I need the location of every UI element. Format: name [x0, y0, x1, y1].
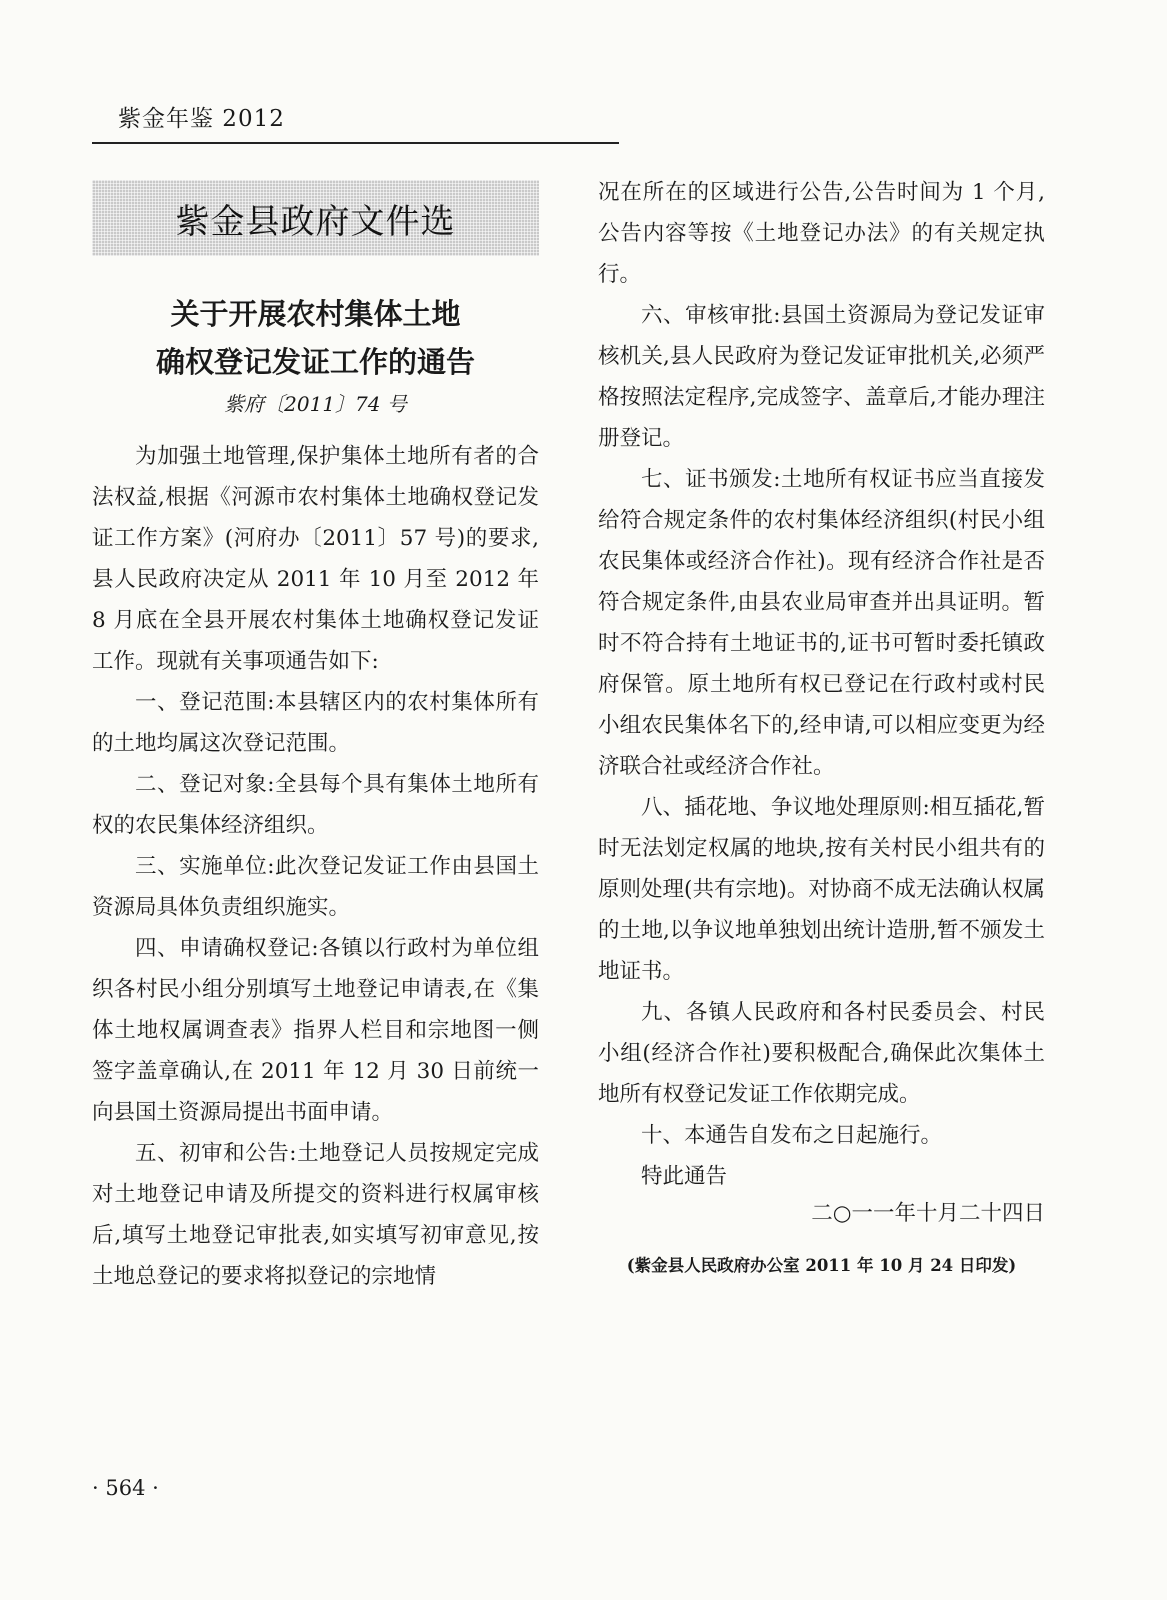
document-title-line-2: 确权登记发证工作的通告 — [155, 345, 475, 379]
paragraph-item-10: 十、本通告自发布之日起施行。 — [641, 1123, 943, 1148]
paragraph-item-4: 四、申请确权登记:各镇以行政村为单位组织各村民小组分别填写土地登记申请表,在《集体土地权属调查表》指界人栏目和宗地图一侧签字盖章确认,在 2011 年 12 月 30 日前统一向县国土资源局提出书面申请。 — [92, 936, 539, 1125]
document-title — [92, 290, 539, 386]
paragraph-item-3: 三、实施单位:此次登记发证工作由县国土资源局具体负责组织施实。 — [92, 854, 539, 920]
paragraph-item-1: 一、登记范围:本县辖区内的农村集体所有的土地均属这次登记范围。 — [92, 690, 539, 756]
document-number: 紫府〔2011〕74 号 — [224, 392, 407, 416]
paragraph-item-8: 八、插花地、争议地处理原则:相互插花,暂时无法划定权属的地块,按有关村民小组共有的原则处理(共有宗地)。对协商不成无法确认权属的土地,以争议地单独划出统计造册,暂不颁发土地证书。 — [598, 795, 1045, 984]
paragraph-item-7: 七、证书颁发:土地所有权证书应当直接发给符合规定条件的农村集体经济组织(村民小组农民集体或经济合作社)。现有经济合作社是否符合规定条件,由县农业局审查并出具证明。暂时不符合持有土地证书的,证书可暂时委托镇政府保管。原土地所有权已登记在行政村或村民小组农民集体名下的,经申请,可以相应变更为经济联合社或经济合作社。 — [598, 467, 1045, 779]
paragraph-item-9: 九、各镇人民政府和各村民委员会、村民小组(经济合作社)要积极配合,确保此次集体土地所有权登记发证工作依期完成。 — [598, 1000, 1045, 1107]
closing-notice: 特此通告 — [641, 1164, 728, 1189]
paragraph-intro: 为加强土地管理,保护集体土地所有者的合法权益,根据《河源市农村集体土地确权登记发证工作方案》(河府办〔2011〕57 号)的要求,县人民政府决定从 2011 年 10 月至 2012 年 8 月底在全县开展农村集体土地确权登记发证工作。现就有关事项通告如下: — [92, 444, 539, 674]
paragraph-item-2: 二、登记对象:全县每个具有集体土地所有权的农民集体经济组织。 — [92, 772, 539, 838]
section-banner — [92, 180, 539, 256]
issue-date: 二○一一年十月二十四日 — [811, 1201, 1045, 1226]
paragraph-item-6: 六、审核审批:县国土资源局为登记发证审核机关,县人民政府为登记发证审批机关,必须严格按照法定程序,完成签字、盖章后,才能办理注册登记。 — [598, 303, 1045, 451]
document-title-line-1: 关于开展农村集体土地 — [170, 297, 461, 331]
paragraph-item-5: 五、初审和公告:土地登记人员按规定完成对土地登记申请及所提交的资料进行权属审核后,填写土地登记审批表,如实填写初审意见,按土地总登记的要求将拟登记的宗地情 — [92, 1141, 539, 1289]
printed-by-note: (紫金县人民政府办公室 2011 年 10 月 24 日印发) — [626, 1256, 1017, 1275]
running-head: 紫金年鉴 2012 — [118, 106, 285, 132]
left-column — [92, 436, 539, 1297]
section-banner-title: 紫金县政府文件选 — [175, 201, 456, 242]
page-number: · 564 · — [92, 1476, 159, 1500]
right-column — [598, 172, 1045, 1197]
header-rule — [92, 142, 619, 144]
paragraph-item-5-continued: 况在所在的区域进行公告,公告时间为 1 个月,公告内容等按《土地登记办法》的有关规定执行。 — [598, 180, 1045, 287]
